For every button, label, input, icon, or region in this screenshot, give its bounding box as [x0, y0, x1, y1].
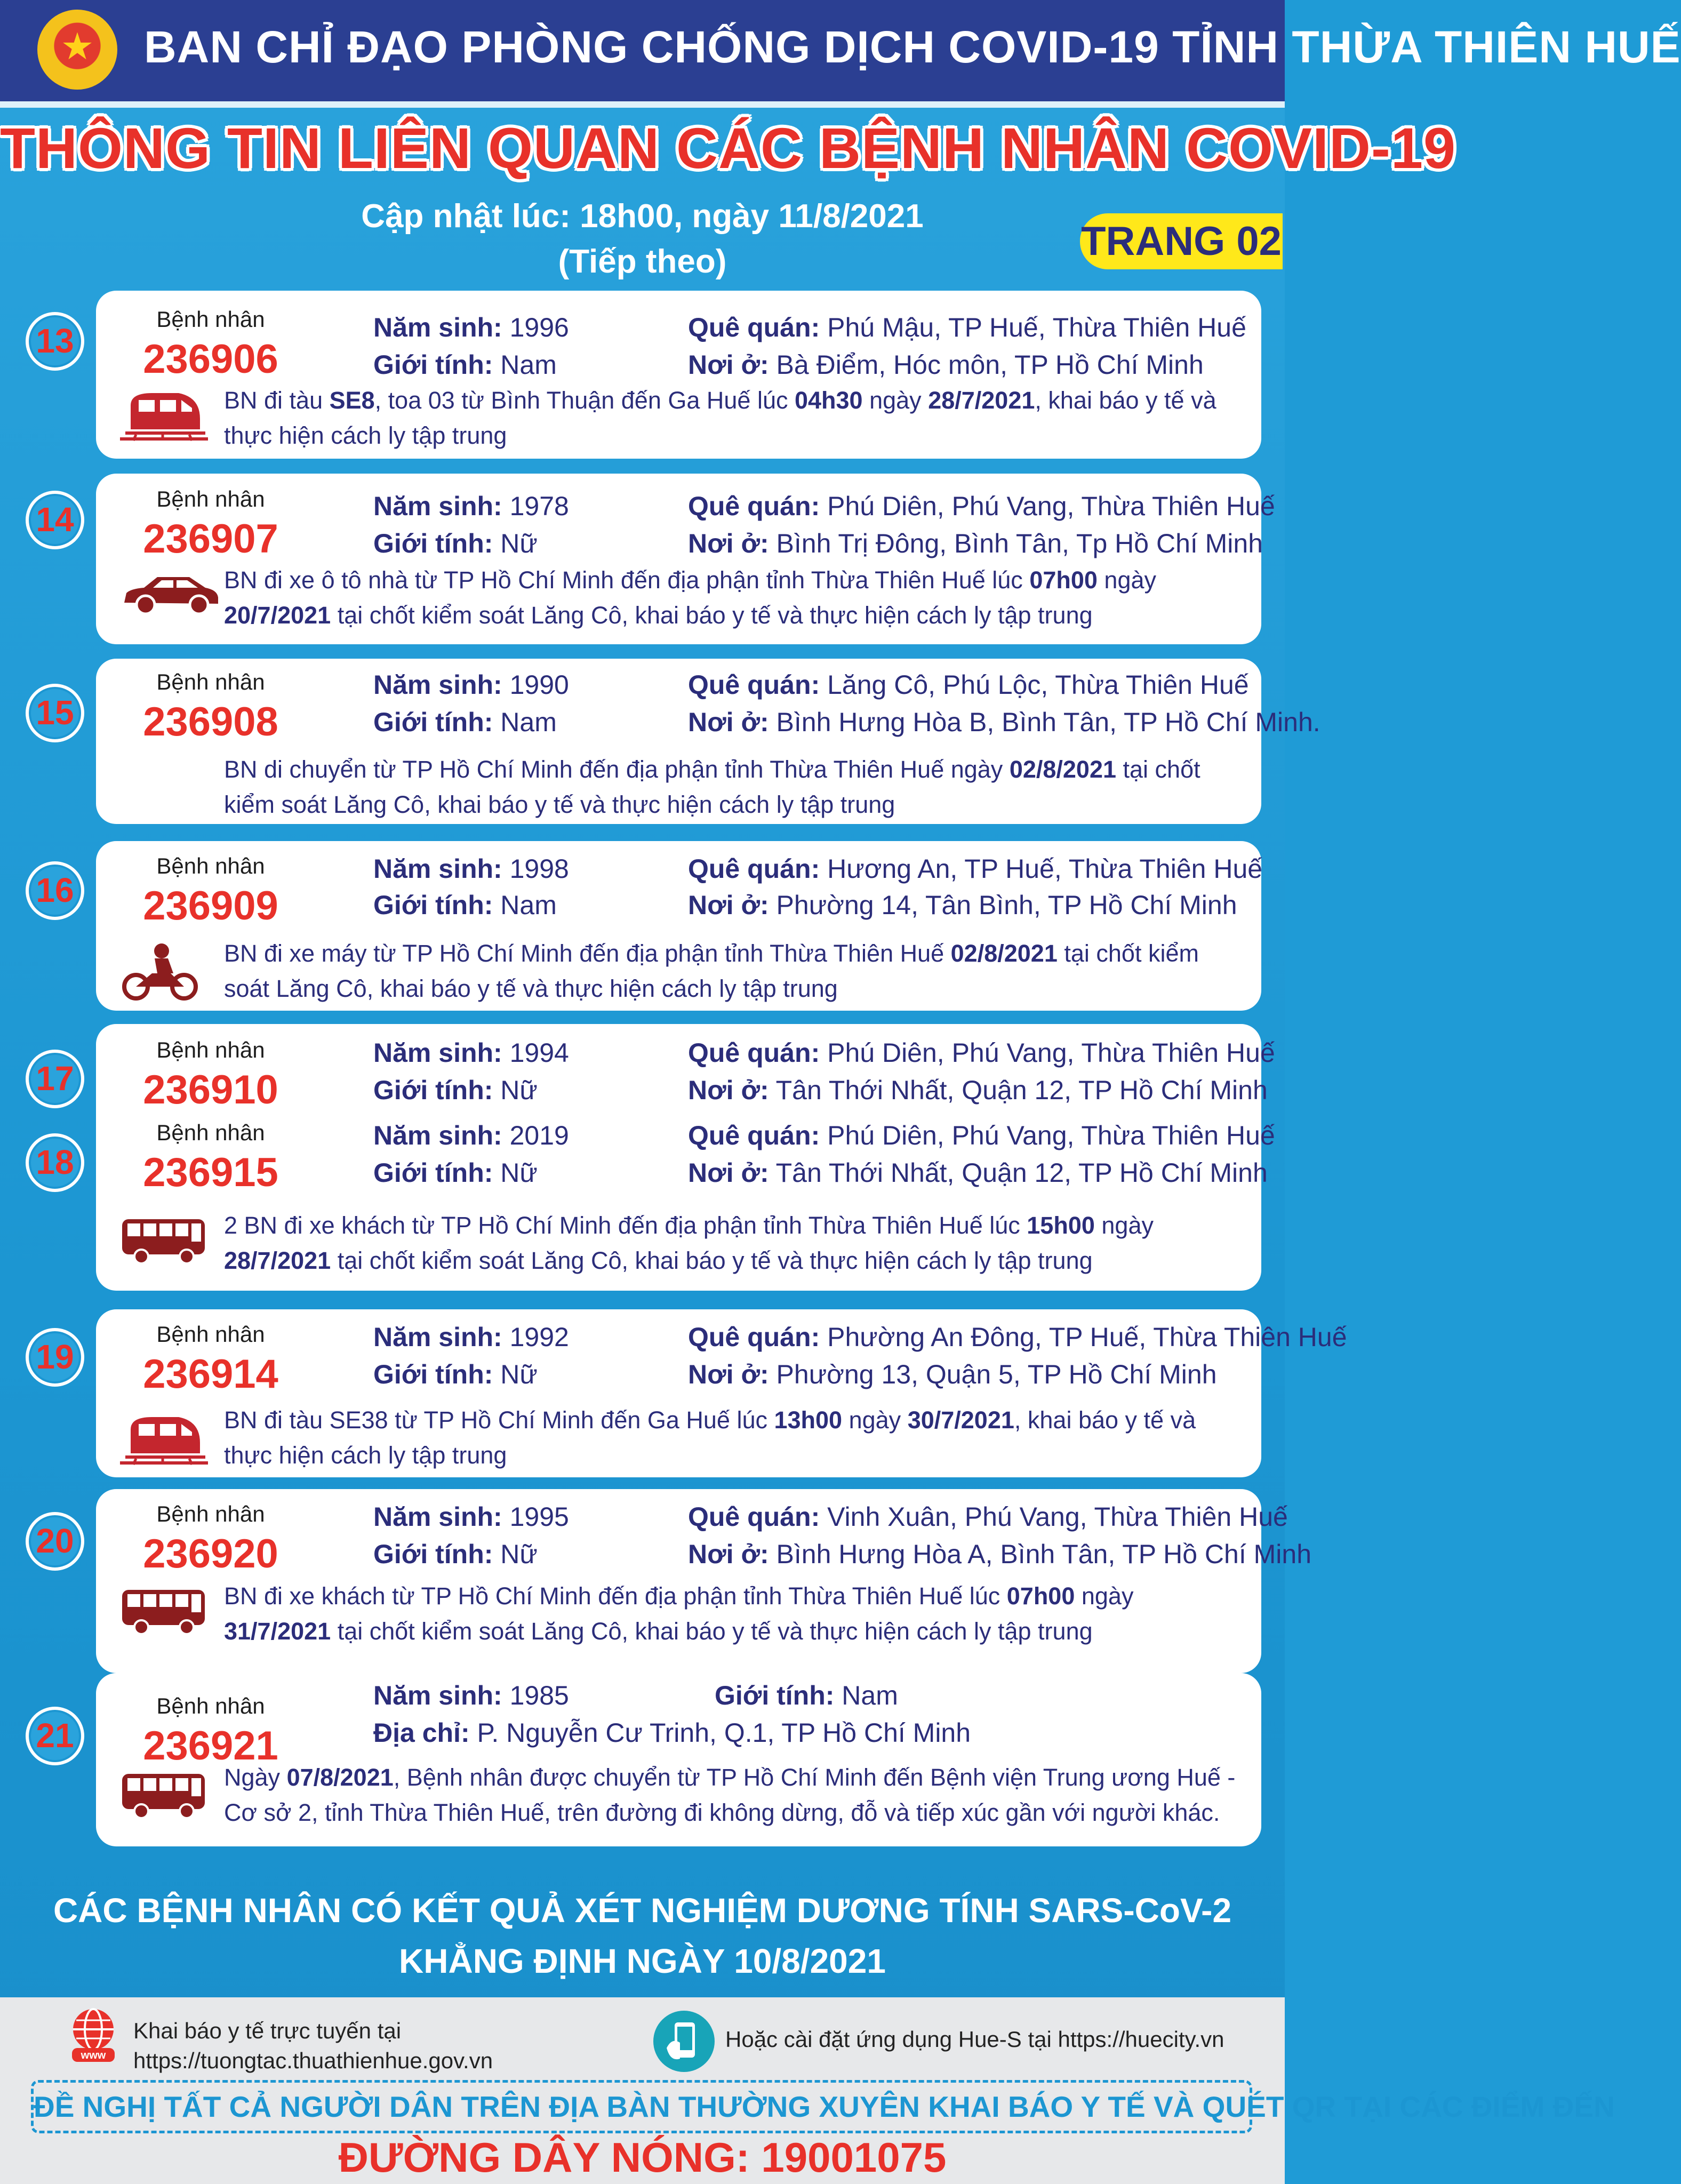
patient-236907-residence — [688, 528, 1263, 559]
car-icon — [120, 571, 221, 621]
patient-236921-label: Bệnh nhân — [156, 1693, 265, 1718]
patient-236908-gender — [373, 707, 557, 738]
patient-236915-id: 236915 — [143, 1150, 278, 1195]
patient-236906-desc-part: , toa 03 từ Bình Thuận đến Ga Huế lúc — [374, 387, 795, 414]
patient-236915-hometown — [688, 1120, 1275, 1151]
header-divider — [0, 101, 1285, 108]
patient-236906-desc-part: 28/7/2021 — [928, 387, 1035, 414]
patient-236914-birth-year-label: Năm sinh: — [373, 1322, 502, 1352]
patient-236907-desc-part: 20/7/2021 — [224, 602, 331, 629]
patient-236907-gender — [373, 528, 538, 559]
patient-236908-index: 15 — [26, 684, 84, 742]
patient-236920-hometown — [688, 1501, 1288, 1532]
patient-236915-residence — [688, 1157, 1268, 1188]
patient-236920-gender-label: Giới tính: — [373, 1539, 493, 1569]
patient-236907-birth-year-value: 1978 — [502, 491, 569, 521]
patient-236920-desc-part: 07h00 — [1006, 1582, 1075, 1610]
patient-236907-gender-value: Nữ — [493, 529, 538, 558]
patient-236921-description — [224, 1760, 1237, 1830]
patient-236910-gender — [373, 1075, 538, 1106]
patient-236921-address-label: Địa chỉ: — [373, 1718, 470, 1748]
patient-236909-desc-part: 02/8/2021 — [950, 940, 1058, 967]
patient-236920-hometown-value: Vinh Xuân, Phú Vang, Thừa Thiên Huế — [820, 1502, 1288, 1532]
patient-236907-desc-part: 07h00 — [1029, 566, 1098, 594]
patient-236910-hometown-label: Quê quán: — [688, 1038, 820, 1068]
patient-236909-birth-year-value: 1998 — [502, 854, 569, 884]
patient-236914-gender-label: Giới tính: — [373, 1359, 493, 1389]
online-declaration-label: Khai báo y tế trực tuyến tại — [133, 2018, 402, 2043]
patient-236906-hometown-value: Phú Mậu, TP Huế, Thừa Thiên Huế — [820, 313, 1246, 342]
patient-236920-desc-part: tại chốt kiểm soát Lăng Cô, khai báo y tế và thực hiện cách ly tập trung — [331, 1618, 1093, 1645]
patient-236915-birth-year-value: 2019 — [502, 1121, 569, 1150]
patient-236915-hometown-value: Phú Diên, Phú Vang, Thừa Thiên Huế — [820, 1121, 1275, 1150]
patient-236909-residence-label: Nơi ở: — [688, 890, 769, 920]
patient-236920-gender-value: Nữ — [493, 1539, 538, 1569]
declaration-banner: ĐỀ NGHỊ TẤT CẢ NGƯỜI DÂN TRÊN ĐỊA BÀN THƯỜNG XUYÊN KHAI BÁO Y TẾ VÀ QUÉT QR TẠI CÁC ĐIỂM ĐẾN — [31, 2080, 1252, 2133]
patient-236908-hometown-value: Lăng Cô, Phú Lộc, Thừa Thiên Huế — [820, 670, 1249, 700]
patient-236906-gender-value: Nam — [493, 350, 557, 380]
patient-236915-description — [224, 1208, 1237, 1278]
patient-236921-address-value: P. Nguyễn Cư Trinh, Q.1, TP Hồ Chí Minh — [469, 1718, 971, 1748]
page-badge: TRANG 02 — [1080, 213, 1283, 269]
patient-236915-hometown-label: Quê quán: — [688, 1121, 820, 1150]
bus-icon — [120, 1216, 208, 1269]
patient-236920-description — [224, 1579, 1237, 1649]
patient-236906-residence — [688, 349, 1204, 380]
patient-236921-id: 236921 — [143, 1723, 278, 1769]
patient-236910-birth-year — [373, 1037, 569, 1068]
patient-236906-residence-value: Bà Điểm, Hóc môn, TP Hồ Chí Minh — [769, 350, 1204, 380]
patient-236914-description — [224, 1403, 1237, 1473]
patient-236921-birth-year — [373, 1680, 569, 1711]
patient-236910-gender-value: Nữ — [493, 1075, 538, 1105]
patient-236907-birth-year-label: Năm sinh: — [373, 491, 502, 521]
patient-236914-hometown — [688, 1322, 1347, 1353]
patient-236915-desc-part: 28/7/2021 — [224, 1247, 331, 1274]
patient-236906-label: Bệnh nhân — [156, 307, 265, 332]
svg-text:www: www — [81, 2050, 106, 2061]
patient-236907-desc-part: ngày — [1097, 566, 1157, 594]
update-time: Cập nhật lúc: 18h00, ngày 11/8/2021 — [361, 198, 924, 235]
patient-236920-index: 20 — [26, 1512, 84, 1571]
patient-236908-birth-year-value: 1990 — [502, 670, 569, 700]
main-title: THÔNG TIN LIÊN QUAN CÁC BỆNH NHÂN COVID-19 — [0, 116, 1456, 180]
patient-236908-birth-year-label: Năm sinh: — [373, 670, 502, 700]
patient-236915-desc-part: 15h00 — [1027, 1212, 1095, 1239]
patient-236907-index: 14 — [26, 491, 84, 549]
patient-236909-gender — [373, 890, 557, 921]
patient-236906-desc-part: SE8 — [329, 387, 375, 414]
patient-236906-hometown-label: Quê quán: — [688, 313, 820, 342]
header-bar — [0, 0, 1681, 101]
patient-236921-index: 21 — [26, 1707, 84, 1765]
patient-236920-birth-year — [373, 1501, 569, 1532]
patient-236906-desc-part: ngày — [862, 387, 928, 414]
patient-236907-hometown — [688, 491, 1275, 522]
patient-236915-gender-label: Giới tính: — [373, 1158, 493, 1188]
patient-236907-id: 236907 — [143, 516, 278, 562]
patient-236920-hometown-label: Quê quán: — [688, 1502, 820, 1532]
patient-236909-birth-year-label: Năm sinh: — [373, 854, 502, 884]
patient-236907-desc-part: BN đi xe ô tô nhà từ TP Hồ Chí Minh đến địa phận tỉnh Thừa Thiên Huế lúc — [224, 566, 1030, 594]
patient-236920-id: 236920 — [143, 1531, 278, 1577]
patient-236910-birth-year-value: 1994 — [502, 1038, 569, 1068]
patient-236920-desc-part: ngày — [1075, 1582, 1134, 1610]
patient-236915-gender — [373, 1157, 538, 1188]
patient-236910-index: 17 — [26, 1050, 84, 1108]
patient-236906-gender-label: Giới tính: — [373, 350, 493, 380]
patient-236910-birth-year-label: Năm sinh: — [373, 1038, 502, 1068]
patient-236907-label: Bệnh nhân — [156, 486, 265, 511]
patient-236910-gender-label: Giới tính: — [373, 1075, 493, 1105]
patient-236909-index: 16 — [26, 861, 84, 920]
patient-236914-residence — [688, 1359, 1217, 1390]
patient-236910-hometown — [688, 1037, 1275, 1068]
patient-236921-desc-part: , Bệnh nhân được chuyển từ TP Hồ Chí Minh đến Bệnh viện Trung ương Huế - Cơ sở 2, tỉnh Thừa Thiên Huế, trên đường đi không dừng, đỗ và tiếp xúc gần với người khác. — [224, 1764, 1236, 1826]
patient-236915-gender-value: Nữ — [493, 1158, 538, 1188]
patient-236915-desc-part: ngày — [1094, 1212, 1154, 1239]
patient-236910-residence — [688, 1075, 1268, 1106]
patient-236914-birth-year-value: 1992 — [502, 1322, 569, 1352]
patient-236906-birth-year-label: Năm sinh: — [373, 313, 502, 342]
patient-236920-desc-part: 31/7/2021 — [224, 1618, 331, 1645]
patient-236909-gender-value: Nam — [493, 890, 557, 920]
hotline: ĐƯỜNG DÂY NÓNG: 19001075 — [338, 2134, 947, 2181]
patient-236914-desc-part: 13h00 — [774, 1406, 843, 1434]
patient-236908-birth-year — [373, 669, 569, 700]
patient-236907-residence-value: Bình Trị Đông, Bình Tân, Tp Hồ Chí Minh — [769, 529, 1263, 558]
footer-line-2: KHẲNG ĐỊNH NGÀY 10/8/2021 — [399, 1942, 886, 1980]
patient-236909-desc-part: BN đi xe máy từ TP Hồ Chí Minh đến địa phận tỉnh Thừa Thiên Huế — [224, 940, 951, 967]
patient-236915-desc-part: tại chốt kiểm soát Lăng Cô, khai báo y tế và thực hiện cách ly tập trung — [331, 1247, 1093, 1274]
patient-236915-index: 18 — [26, 1133, 84, 1192]
patient-236907-description — [224, 563, 1237, 633]
app-install-text[interactable]: Hoặc cài đặt ứng dụng Hue-S tại https://huecity.vn — [725, 2027, 1224, 2052]
patient-236920-desc-part: BN đi xe khách từ TP Hồ Chí Minh đến địa phận tỉnh Thừa Thiên Huế lúc — [224, 1582, 1007, 1610]
patient-236908-id: 236908 — [143, 699, 278, 745]
patient-236906-desc-part: , khai báo y tế và thực hiện cách ly tập trung — [224, 387, 1216, 449]
patient-236920-residence-value: Bình Hưng Hòa A, Bình Tân, TP Hồ Chí Minh — [769, 1539, 1311, 1569]
patient-236906-desc-part: 04h30 — [794, 387, 863, 414]
patient-236915-label: Bệnh nhân — [156, 1120, 265, 1145]
patient-236910-id: 236910 — [143, 1067, 278, 1113]
patient-236908-desc-part: BN di chuyển từ TP Hồ Chí Minh đến địa phận tỉnh Thừa Thiên Huế ngày — [224, 756, 1010, 783]
patient-236906-description — [224, 383, 1237, 453]
patient-236906-hometown — [688, 312, 1246, 343]
patient-236910-residence-value: Tân Thới Nhất, Quận 12, TP Hồ Chí Minh — [769, 1075, 1268, 1105]
patient-236914-desc-part: 30/7/2021 — [907, 1406, 1014, 1434]
patient-236906-birth-year-value: 1996 — [502, 313, 569, 342]
phone-app-icon — [653, 2011, 715, 2072]
patient-236907-residence-label: Nơi ở: — [688, 529, 769, 558]
patient-236909-description — [224, 936, 1237, 1006]
national-emblem-icon: ★ — [37, 10, 117, 90]
patient-236908-label: Bệnh nhân — [156, 669, 265, 694]
patient-236908-residence-value: Bình Hưng Hòa B, Bình Tân, TP Hồ Chí Minh. — [769, 707, 1320, 737]
patient-236908-description — [224, 752, 1237, 822]
patient-236914-label: Bệnh nhân — [156, 1322, 265, 1347]
patient-236909-label: Bệnh nhân — [156, 853, 265, 878]
patient-236906-residence-label: Nơi ở: — [688, 350, 769, 380]
patient-236908-hometown-label: Quê quán: — [688, 670, 820, 700]
patient-236908-residence-label: Nơi ở: — [688, 707, 769, 737]
patient-236914-index: 19 — [26, 1328, 84, 1387]
patient-236909-residence — [688, 890, 1237, 921]
patient-236921-gender-value: Nam — [834, 1681, 898, 1710]
patient-236908-desc-part: 02/8/2021 — [1009, 756, 1117, 783]
patient-236920-gender — [373, 1539, 538, 1570]
patient-236906-desc-part: BN đi tàu — [224, 387, 330, 414]
patient-236907-hometown-label: Quê quán: — [688, 491, 820, 521]
patient-236906-id: 236906 — [143, 337, 278, 382]
patient-236921-desc-part: 07/8/2021 — [286, 1764, 394, 1791]
patient-236910-label: Bệnh nhân — [156, 1037, 265, 1062]
patient-236914-desc-part: ngày — [842, 1406, 908, 1434]
patient-236920-residence-label: Nơi ở: — [688, 1539, 769, 1569]
patient-236909-desc-part: tại chốt kiểm soát Lăng Cô, khai báo y tế và thực hiện cách ly tập trung — [224, 940, 1199, 1002]
patient-236920-birth-year-value: 1995 — [502, 1502, 569, 1532]
patient-236908-gender-value: Nam — [493, 707, 557, 737]
patient-236906-birth-year — [373, 312, 569, 343]
patient-236915-birth-year-label: Năm sinh: — [373, 1121, 502, 1150]
patient-236914-desc-part: BN đi tàu SE38 từ TP Hồ Chí Minh đến Ga Huế lúc — [224, 1406, 774, 1434]
patient-236914-hometown-label: Quê quán: — [688, 1322, 820, 1352]
bus-icon — [120, 1771, 208, 1824]
patient-236920-birth-year-label: Năm sinh: — [373, 1502, 502, 1532]
patient-236910-residence-label: Nơi ở: — [688, 1075, 769, 1105]
patient-236909-birth-year — [373, 853, 569, 884]
patient-236909-gender-label: Giới tính: — [373, 890, 493, 920]
patient-236909-residence-value: Phường 14, Tân Bình, TP Hồ Chí Minh — [769, 890, 1237, 920]
footer-line-1: CÁC BỆNH NHÂN CÓ KẾT QUẢ XÉT NGHIỆM DƯƠNG TÍNH SARS-CoV-2 — [53, 1891, 1232, 1930]
patient-236907-gender-label: Giới tính: — [373, 529, 493, 558]
patient-236914-id: 236914 — [143, 1351, 278, 1397]
patient-236908-gender-label: Giới tính: — [373, 707, 493, 737]
patient-236914-birth-year — [373, 1322, 569, 1353]
patient-236921-birth-year-value: 1985 — [502, 1681, 569, 1710]
patient-236915-birth-year — [373, 1120, 569, 1151]
patient-236907-hometown-value: Phú Diên, Phú Vang, Thừa Thiên Huế — [820, 491, 1275, 521]
bus-icon — [120, 1587, 208, 1640]
patient-236909-hometown — [688, 853, 1262, 884]
patient-236910-hometown-value: Phú Diên, Phú Vang, Thừa Thiên Huế — [820, 1038, 1275, 1068]
patient-236914-hometown-value: Phường An Đông, TP Huế, Thừa Thiên Huế — [820, 1322, 1347, 1352]
patient-236921-birth-year-label: Năm sinh: — [373, 1681, 502, 1710]
patient-236908-residence — [688, 707, 1320, 738]
patient-236907-desc-part: tại chốt kiểm soát Lăng Cô, khai báo y tế và thực hiện cách ly tập trung — [331, 602, 1093, 629]
patient-236909-id: 236909 — [143, 883, 278, 929]
train-icon — [120, 1411, 208, 1472]
online-declaration-link[interactable]: https://tuongtac.thuathienhue.gov.vn — [133, 2048, 493, 2073]
patient-236921-desc-part: Ngày — [224, 1764, 287, 1791]
patient-236914-gender — [373, 1359, 538, 1390]
patient-236914-residence-label: Nơi ở: — [688, 1359, 769, 1389]
train-icon — [120, 387, 208, 448]
patient-236914-residence-value: Phường 13, Quận 5, TP Hồ Chí Minh — [769, 1359, 1217, 1389]
patient-236920-residence — [688, 1539, 1311, 1570]
globe-www-icon — [64, 2005, 123, 2064]
patient-236920-label: Bệnh nhân — [156, 1501, 265, 1526]
patient-236914-desc-part: , khai báo y tế và thực hiện cách ly tập trung — [224, 1406, 1196, 1469]
patient-236914-gender-value: Nữ — [493, 1359, 538, 1389]
patient-236921-address — [373, 1717, 971, 1748]
patient-236915-residence-value: Tân Thới Nhất, Quận 12, TP Hồ Chí Minh — [769, 1158, 1268, 1188]
patient-236906-gender — [373, 349, 557, 380]
patient-236908-hometown — [688, 669, 1249, 700]
continued-label: (Tiếp theo) — [558, 243, 727, 280]
patient-236907-birth-year — [373, 491, 569, 522]
patient-236906-index: 13 — [26, 312, 84, 371]
motorbike-icon — [120, 941, 200, 1005]
patient-236921-gender — [715, 1680, 898, 1711]
patient-236909-hometown-label: Quê quán: — [688, 854, 820, 884]
patient-236915-residence-label: Nơi ở: — [688, 1158, 769, 1188]
patient-236909-hometown-value: Hương An, TP Huế, Thừa Thiên Huế — [820, 854, 1263, 884]
patient-236921-gender-label: Giới tính: — [715, 1681, 835, 1710]
online-declaration — [133, 2016, 493, 2076]
header-title: BAN CHỈ ĐẠO PHÒNG CHỐNG DỊCH COVID-19 TỈNH THỪA THIÊN HUẾ — [144, 22, 1681, 72]
patient-236908-desc-part: tại chốt kiểm soát Lăng Cô, khai báo y tế và thực hiện cách ly tập trung — [224, 756, 1200, 818]
patient-236915-desc-part: 2 BN đi xe khách từ TP Hồ Chí Minh đến địa phận tỉnh Thừa Thiên Huế lúc — [224, 1212, 1027, 1239]
